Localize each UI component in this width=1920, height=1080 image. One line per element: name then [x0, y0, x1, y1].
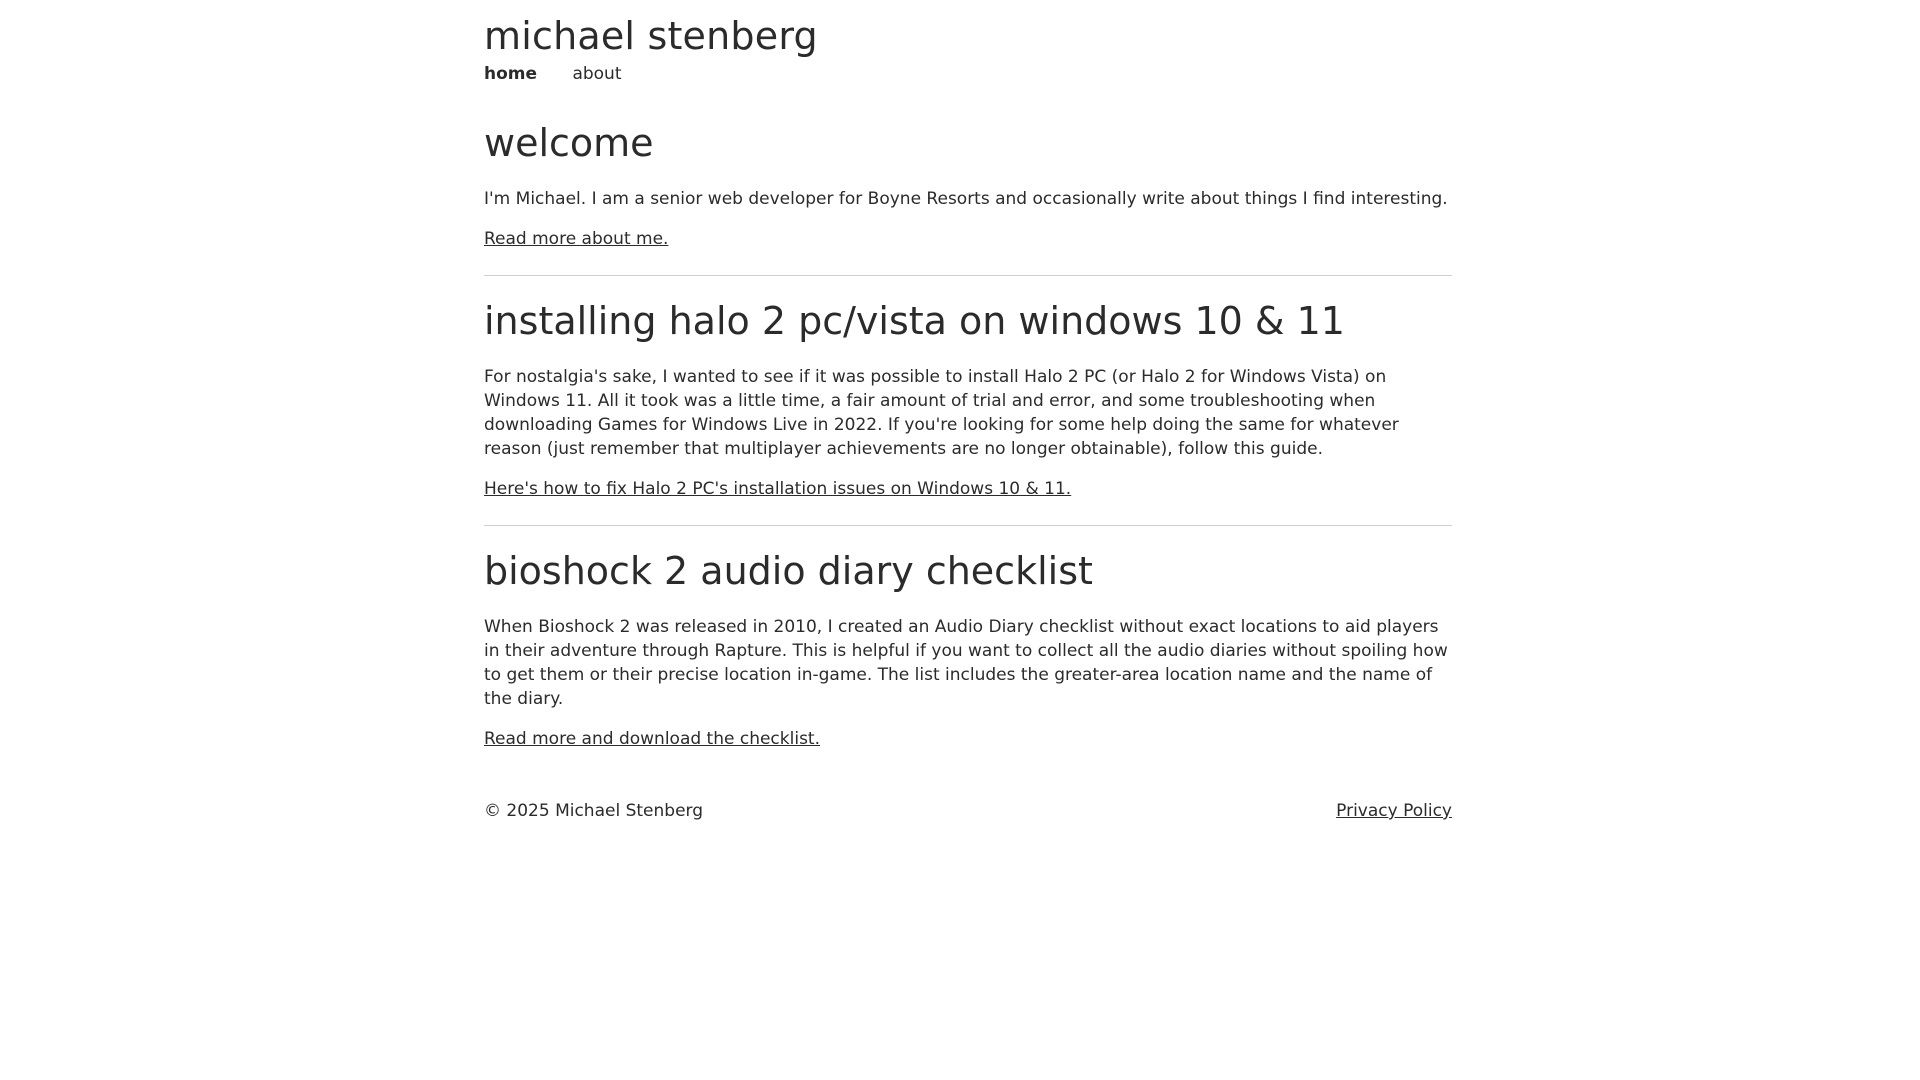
site-title[interactable]: michael stenberg — [484, 14, 818, 58]
nav-about-link[interactable]: about — [572, 64, 622, 84]
copyright-text: © 2025 Michael Stenberg — [484, 801, 704, 821]
page-container — [484, 0, 1452, 823]
post-title: welcome — [484, 121, 654, 165]
post-halo-2 — [484, 296, 1452, 526]
site-footer — [484, 799, 1452, 823]
post-bioshock-2 — [484, 546, 1452, 775]
halo-guide-link[interactable]: Here's how to fix Halo 2 PC's installation issues on Windows 10 & 11. — [484, 479, 1072, 499]
post-title: installing halo 2 pc/vista on windows 10 & 11 — [484, 299, 1345, 343]
site-header — [484, 0, 1452, 86]
nav-home-link[interactable]: home — [484, 64, 538, 84]
read-more-about-link[interactable]: Read more about me. — [484, 229, 669, 249]
post-body: For nostalgia's sake, I wanted to see if it was possible to install Halo 2 PC (or Halo 2 for Windows Vista) on Windows 11. All it took was a little time, a fair amount of trial and error, and some troubleshooting when downloading Games for Windows Live in 2022. If you're looking for some help doing the same for whatever reason (just remember that multiplayer achievements are no longer obtainable), follow this guide. — [484, 367, 1399, 459]
main-content — [484, 118, 1452, 775]
post-welcome — [484, 118, 1452, 276]
post-body: I'm Michael. I am a senior web developer for Boyne Resorts and occasionally write about things I find interesting. — [484, 189, 1448, 209]
post-body: When Bioshock 2 was released in 2010, I created an Audio Diary checklist without exact locations to aid players in their adventure through Rapture. This is helpful if you want to collect all the audio diaries without spoiling how to get them or their precise location in-game. The list includes the greater-area location name and the name of the diary. — [484, 617, 1448, 709]
post-title: bioshock 2 audio diary checklist — [484, 549, 1093, 593]
main-nav — [484, 62, 1452, 86]
privacy-policy-link[interactable]: Privacy Policy — [1336, 801, 1452, 821]
checklist-download-link[interactable]: Read more and download the checklist. — [484, 729, 820, 749]
